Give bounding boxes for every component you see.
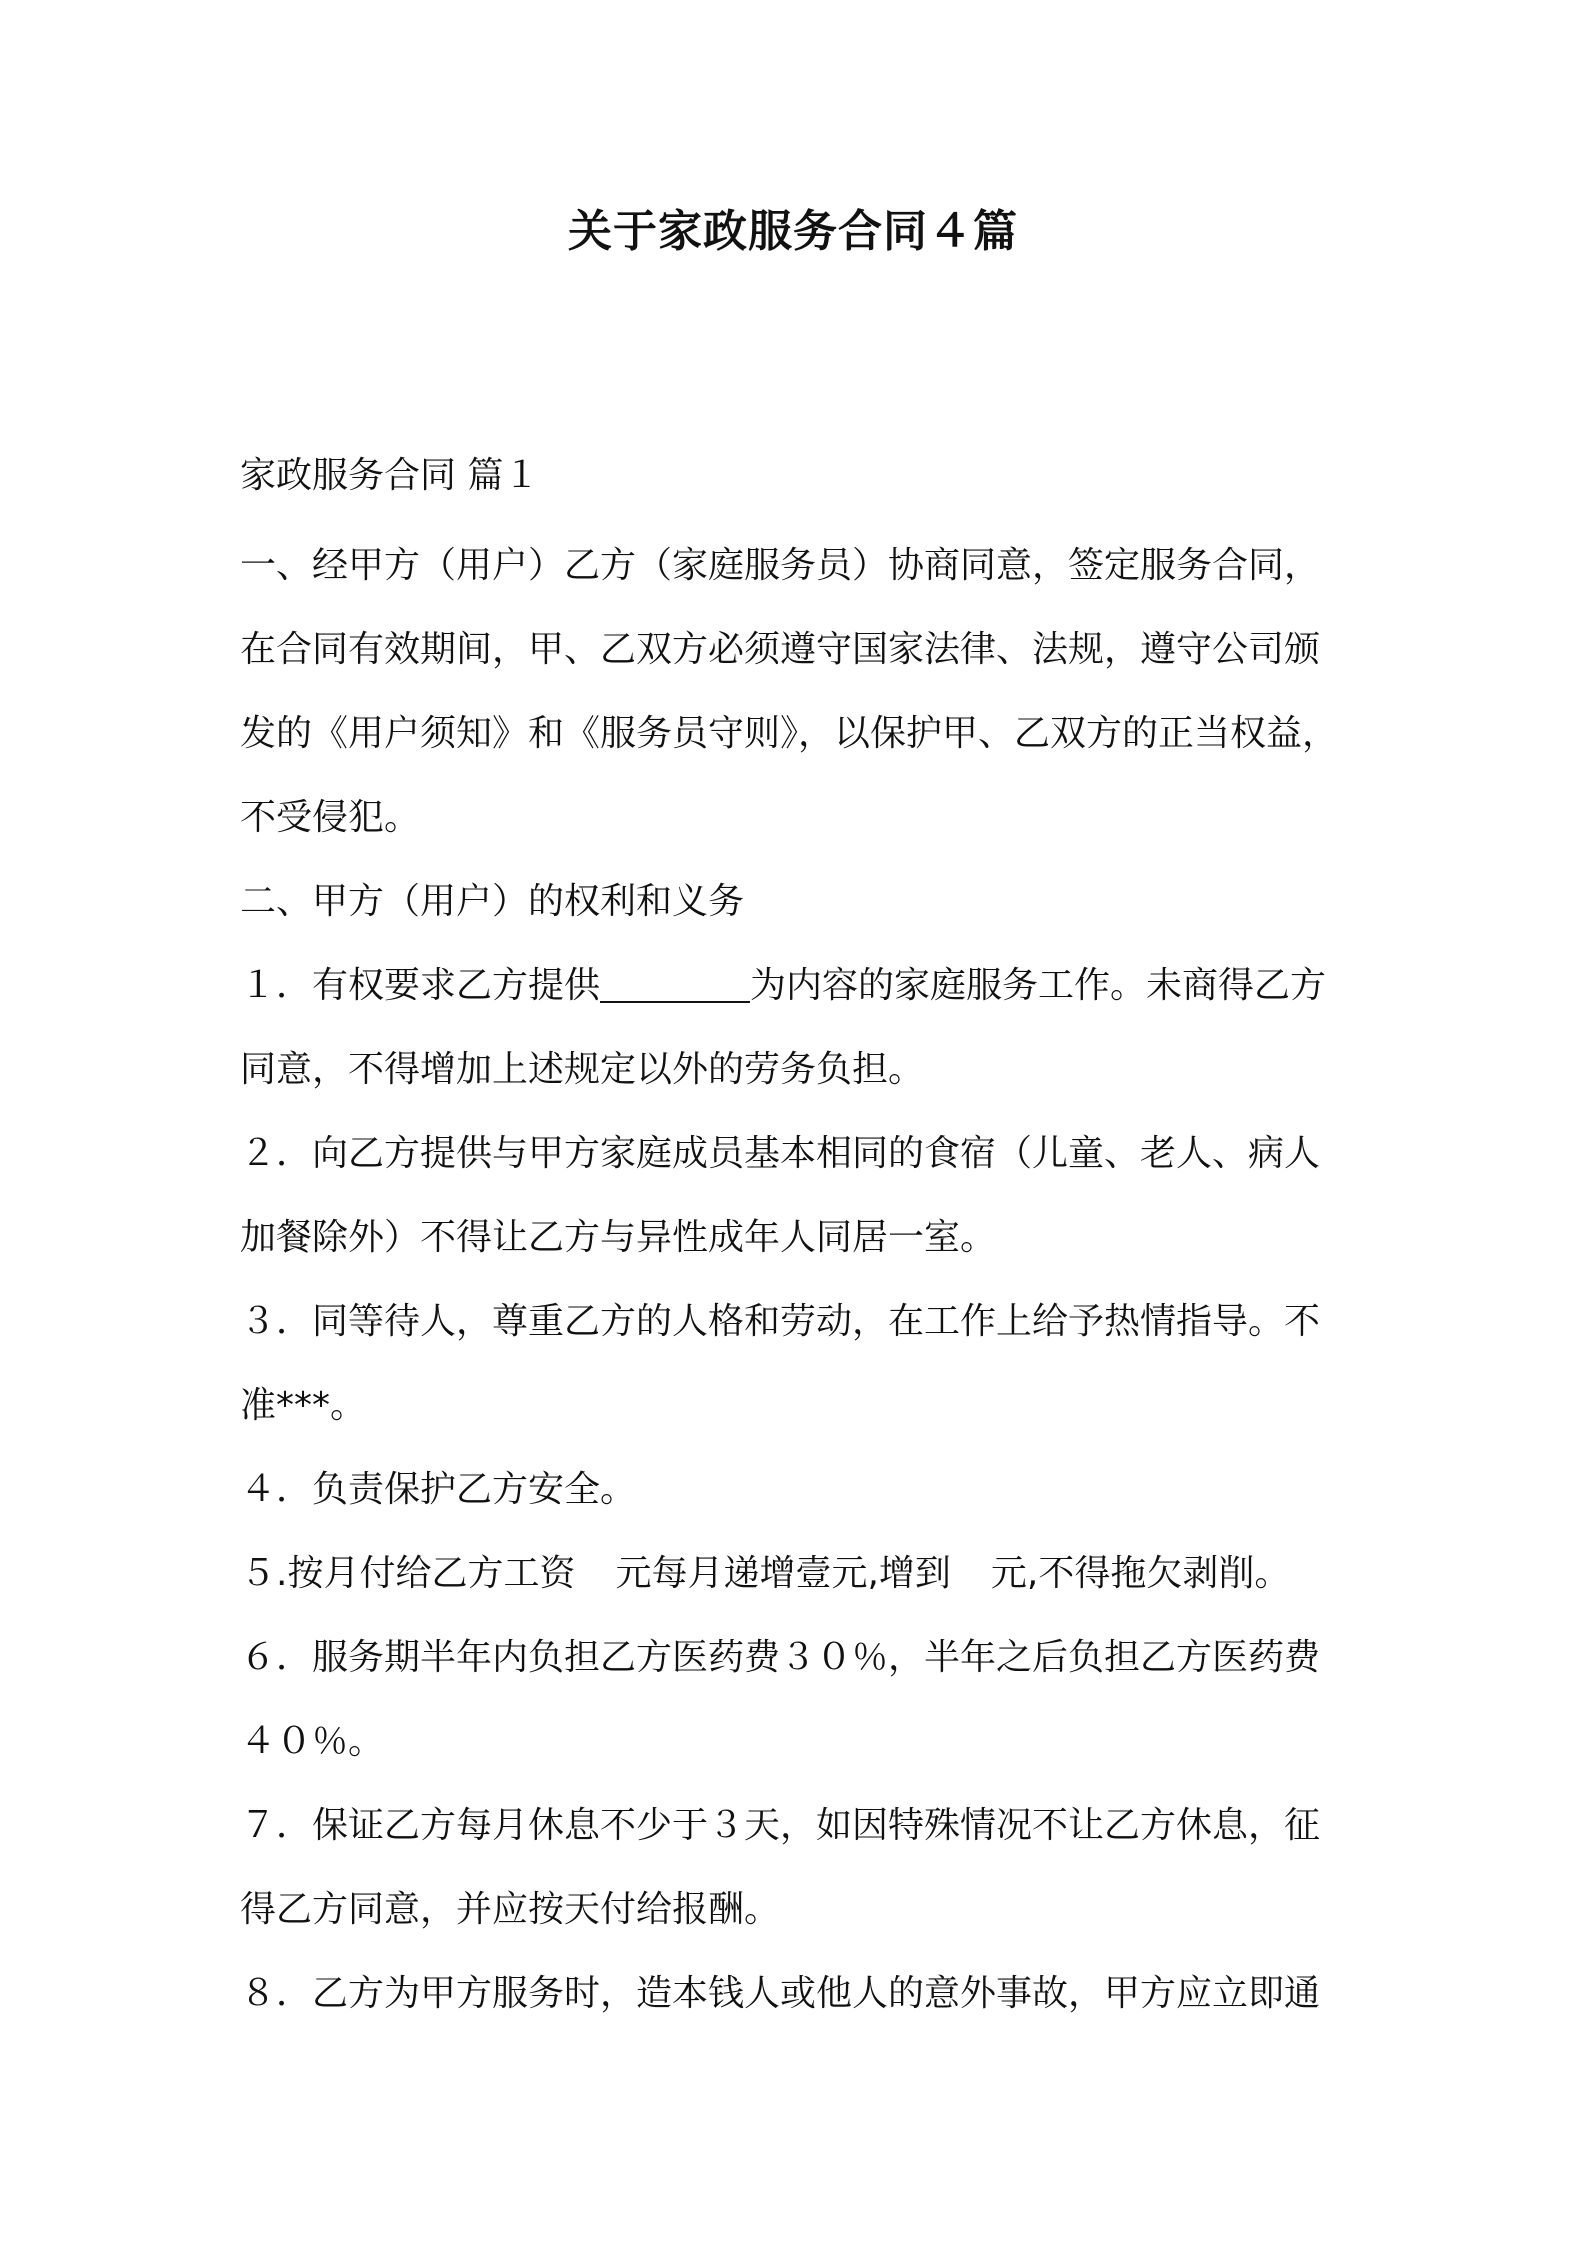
clause-1-line-4: 不受侵犯。 xyxy=(240,797,421,838)
item-6-line-1: ６．服务期半年内负担乙方医药费３０％，半年之后负担乙方医药费 xyxy=(240,1637,1321,1678)
document-body xyxy=(240,524,1370,2036)
item-1-text-b: 为内容的家庭服务工作。未商得乙方 xyxy=(750,965,1327,1006)
clause-1-line-3: 发的《用户须知》和《服务员守则》，以保护甲、乙双方的正当权益， xyxy=(240,713,1339,754)
clause-1-line-2: 在合同有效期间，甲、乙双方必须遵守国家法律、法规，遵守公司颁 xyxy=(240,629,1321,670)
item-2-line-1: ２．向乙方提供与甲方家庭成员基本相同的食宿（儿童、老人、病人 xyxy=(240,1133,1321,1174)
item-1-line-2: 同意，不得增加上述规定以外的劳务负担。 xyxy=(240,1049,925,1090)
clause-1-line-1: 一、经甲方（用户）乙方（家庭服务员）协商同意，签定服务合同， xyxy=(240,545,1321,586)
item-5-text-c: 元,不得拖欠剥削。 xyxy=(990,1553,1291,1594)
item-2-line-2: 加餐除外）不得让乙方与异性成年人同居一室。 xyxy=(240,1217,997,1258)
item-7-line-1: ７．保证乙方每月休息不少于３天，如因特殊情况不让乙方休息，征 xyxy=(240,1805,1321,1846)
item-3-line-1: ３．同等待人，尊重乙方的人格和劳动，在工作上给予热情指导。不 xyxy=(240,1301,1321,1342)
item-5 xyxy=(240,1532,1370,1616)
document-title: 关于家政服务合同４篇 xyxy=(568,206,1018,257)
fill-in-blank xyxy=(600,961,750,1003)
item-4: ４．负责保护乙方安全。 xyxy=(240,1469,637,1510)
item-1-text-a: １．有权要求乙方提供 xyxy=(240,965,601,1006)
item-6-line-2: ４０％。 xyxy=(240,1721,385,1762)
section-heading: 家政服务合同 篇１ xyxy=(240,455,540,496)
item-5-text-a: ５.按月付给乙方工资 xyxy=(240,1553,576,1594)
item-1-line-1 xyxy=(240,944,1370,1028)
item-8-line-1: ８．乙方为甲方服务时，造本钱人或他人的意外事故，甲方应立即通 xyxy=(240,1973,1321,2014)
item-5-text-b: 元每月递增壹元,增到 xyxy=(615,1553,951,1594)
item-7-line-2: 得乙方同意，并应按天付给报酬。 xyxy=(240,1889,781,1930)
clause-2-heading: 二、甲方（用户）的权利和义务 xyxy=(240,881,745,922)
item-3-line-2: 准***。 xyxy=(240,1385,367,1426)
